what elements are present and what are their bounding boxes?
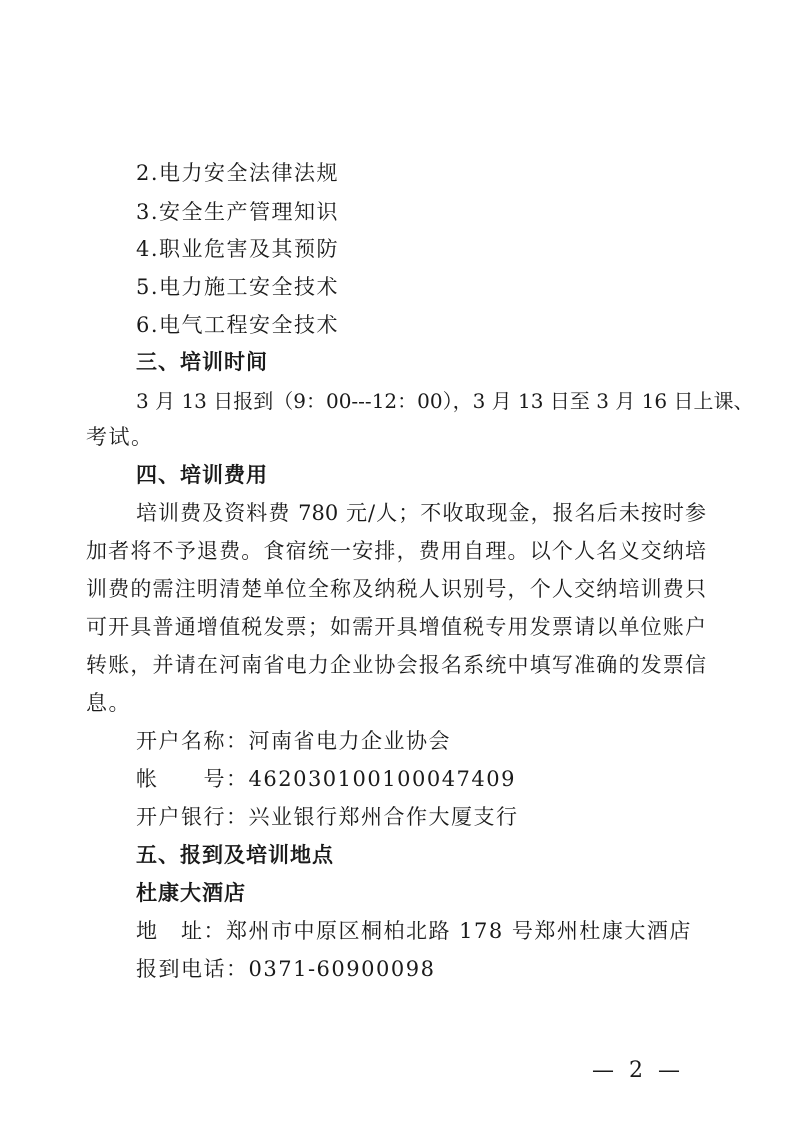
account-number-value: 462030100100047409 — [248, 767, 516, 791]
time-paragraph-line: 考试。 — [86, 425, 154, 449]
account-number-label: 帐 号： — [136, 767, 249, 791]
list-item: 4.职业危害及其预防 — [136, 237, 340, 261]
fee-paragraph-line: 训费的需注明清楚单位全称及纳税人识别号，个人交纳培训费只 — [86, 577, 706, 601]
venue-address-value: 郑州市中原区桐柏北路 178 号郑州杜康大酒店 — [226, 919, 692, 943]
section-heading-time: 三、培训时间 — [136, 350, 268, 374]
account-bank-label: 开户银行： — [136, 805, 249, 829]
section-heading-venue: 五、报到及培训地点 — [136, 843, 334, 867]
fee-paragraph-line: 培训费及资料费 780 元/人；不收取现金，报名后未按时参 — [136, 501, 706, 525]
account-name-row — [136, 726, 451, 756]
venue-address-row — [136, 916, 692, 946]
list-item: 6.电气工程安全技术 — [136, 313, 340, 337]
account-bank-row — [136, 802, 519, 832]
account-bank-value: 兴业银行郑州合作大厦支行 — [248, 805, 519, 829]
list-item: 2.电力安全法律法规 — [136, 161, 340, 185]
list-item: 5.电力施工安全技术 — [136, 275, 340, 299]
fee-paragraph-line: 可开具普通增值税发票；如需开具增值税专用发票请以单位账户 — [86, 615, 706, 639]
fee-paragraph-line: 息。 — [86, 691, 131, 715]
account-name-value: 河南省电力企业协会 — [248, 729, 451, 753]
venue-phone-row — [136, 954, 435, 984]
section-heading-fee: 四、培训费用 — [136, 463, 268, 487]
account-name-label: 开户名称： — [136, 729, 249, 753]
venue-phone-label: 报到电话： — [136, 957, 249, 981]
fee-paragraph-line: 转账，并请在河南省电力企业协会报名系统中填写准确的发票信 — [86, 653, 706, 677]
page-number: — 2 — — [592, 1058, 684, 1083]
time-paragraph-line: 3 月 13 日报到（9：00---12：00），3 月 13 日至 3 月 16 日上课、 — [136, 389, 754, 413]
account-number-row — [136, 764, 516, 794]
fee-paragraph-line: 加者将不予退费。食宿统一安排，费用自理。以个人名义交纳培 — [86, 539, 706, 563]
venue-address-label: 地 址： — [136, 919, 226, 943]
venue-phone-value: 0371-60900098 — [248, 957, 436, 981]
venue-name: 杜康大酒店 — [136, 881, 246, 905]
list-item: 3.安全生产管理知识 — [136, 200, 340, 224]
